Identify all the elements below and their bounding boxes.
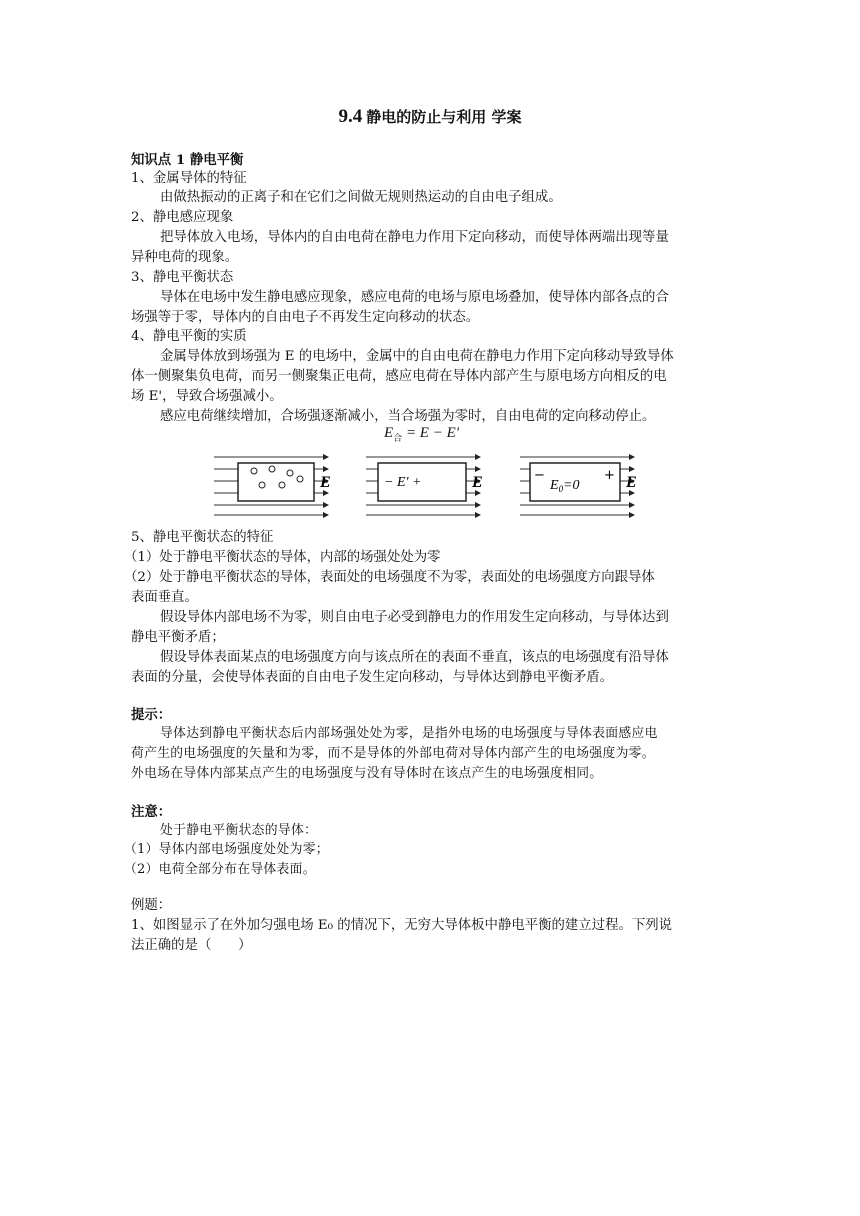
paragraph: 静电平衡矛盾； — [131, 630, 225, 645]
example-heading: 例题： — [131, 898, 172, 913]
paragraph: 假设导体表面某点的电场强度方向与该点所在的表面不垂直，该点的电场强度有沿导体 — [160, 650, 669, 665]
svg-text:E0=0 — [549, 478, 580, 494]
net-field-value: =0 — [563, 478, 580, 493]
formula-rest: = E − E' — [402, 425, 459, 441]
paragraph: 导体在电场中发生静电感应现象，感应电荷的电场与原电场叠加，使导体内部各点的合 — [160, 290, 669, 305]
paragraph: 感应电荷继续增加，合场强逐渐减小，当合场强为零时，自由电荷的定向移动停止。 — [160, 409, 656, 424]
note-item: （1）导体内部电场强度处处为零； — [124, 842, 329, 857]
formula-subscript: 合 — [393, 434, 403, 444]
field-formula — [384, 425, 459, 444]
paragraph: 表面垂直。 — [131, 590, 198, 605]
page-title — [0, 106, 860, 128]
paragraph: 场 E'，导致合场强减小。 — [131, 389, 283, 404]
field-label: E — [320, 474, 331, 491]
example-question: 法正确的是（ ） — [131, 938, 252, 953]
field-label: E — [472, 474, 483, 491]
subheading-5: 5、静电平衡状态的特征 — [131, 530, 274, 545]
formula-symbol: E — [384, 425, 394, 441]
field-label: E — [626, 474, 637, 491]
hint-heading: 提示： — [131, 707, 172, 723]
example-question: 1、如图显示了在外加匀强电场 E₀ 的情况下，无穷大导体板中静电平衡的建立过程。下列说 — [131, 918, 673, 933]
induced-field-label: − E' + — [384, 475, 422, 490]
paragraph: 金属导体放到场强为 E 的电场中，金属中的自由电荷在静电力作用下定向移动导致导体 — [160, 349, 674, 364]
list-item: （1）处于静电平衡状态的导体，内部的场强处处为零 — [124, 550, 441, 565]
title-number: 9.4 — [338, 106, 363, 127]
subheading-2: 2、静电感应现象 — [131, 210, 234, 225]
list-item: （2）处于静电平衡状态的导体，表面处的电场强度不为零，表面处的电场强度方向跟导体 — [124, 570, 655, 585]
diagram-panel-3 — [520, 457, 637, 515]
note-text: 处于静电平衡状态的导体： — [160, 823, 318, 838]
subheading-1: 1、金属导体的特征 — [131, 171, 247, 186]
electrostatic-equilibrium-diagram — [210, 449, 650, 521]
note-item: （2）电荷全部分布在导体表面。 — [124, 862, 316, 877]
diagram-panel-1 — [214, 457, 331, 515]
paragraph: 体一侧聚集负电荷，而另一侧聚集正电荷，感应电荷在导体内部产生与原电场方向相反的电 — [131, 369, 667, 384]
net-field-symbol: E — [550, 478, 559, 493]
net-field-subscript: 0 — [558, 484, 564, 494]
paragraph: 异种电荷的现象。 — [131, 250, 239, 265]
paragraph: 由做热振动的正离子和在它们之间做无规则热运动的自由电子组成。 — [160, 190, 562, 205]
paragraph: 把导体放入电场，导体内的自由电荷在静电力作用下定向移动，而使导体两端出现等量 — [160, 230, 669, 245]
hint-text: 外电场在导体内部某点产生的电场强度与没有导体时在该点产生的电场强度相同。 — [131, 766, 603, 781]
hint-text: 荷产生的电场强度的矢量和为零，而不是导体的外部电荷对导体内部产生的电场强度为零。 — [131, 746, 655, 761]
subheading-4: 4、静电平衡的实质 — [131, 329, 247, 344]
positive-charge: + — [604, 468, 615, 483]
paragraph: 表面的分量，会使导体表面的自由电子发生定向移动，与导体达到静电平衡矛盾。 — [131, 670, 614, 685]
note-heading: 注意： — [131, 804, 172, 820]
paragraph: 假设导体内部电场不为零，则自由电子必受到静电力的作用发生定向移动，与导体达到 — [160, 610, 669, 625]
negative-charge: − — [534, 468, 545, 483]
subheading-3: 3、静电平衡状态 — [131, 270, 234, 285]
paragraph: 场强等于零，导体内的自由电子不再发生定向移动的状态。 — [131, 310, 480, 325]
section-heading: 知识点 1 静电平衡 — [131, 152, 244, 168]
diagram-panel-2 — [366, 457, 483, 515]
hint-text: 导体达到静电平衡状态后内部场强处处为零，是指外电场的电场强度与导体表面感应电 — [160, 726, 658, 741]
title-text: 静电的防止与利用 学案 — [366, 108, 522, 126]
